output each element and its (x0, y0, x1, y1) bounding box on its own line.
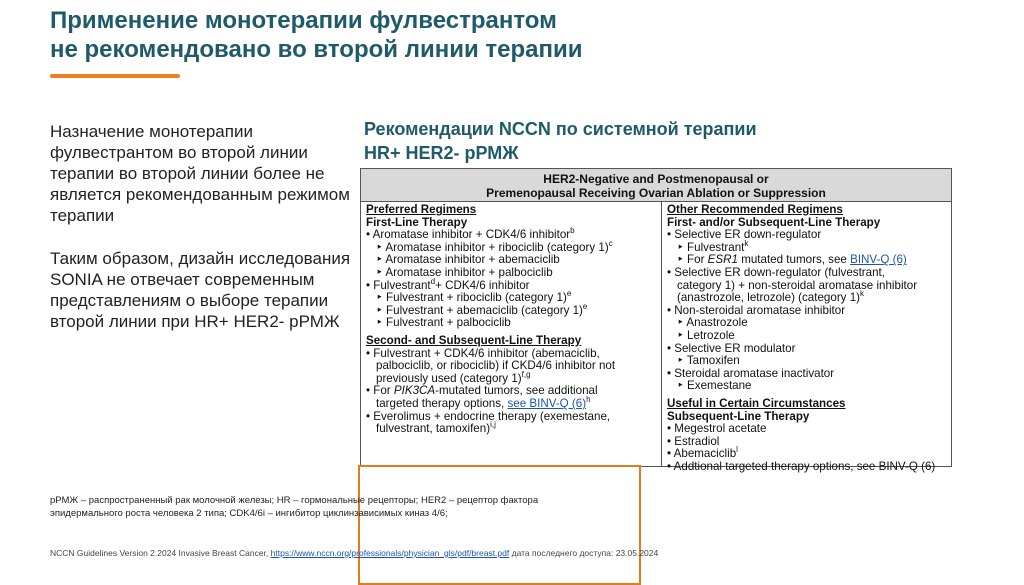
left-column (366, 204, 661, 436)
title-accent-bar (50, 74, 180, 78)
list-item: category 1) + non-steroidal aromatase inhibitor (677, 278, 918, 292)
source-date: дата последнего доступа: 23.05.2024 (509, 548, 659, 558)
subsequent-line-heading: Subsequent-Line Therapy (667, 409, 810, 423)
list-item: • Fulvestrant$^d$+ CDK4/6 inhibitor (366, 276, 530, 292)
list-item: previously used (category 1)$^{f,g}$ (376, 369, 531, 385)
list-item: ‣ Letrozole (677, 328, 735, 342)
column-divider (661, 202, 662, 466)
list-item: ‣ Aromatase inhibitor + palbociclib (376, 265, 553, 279)
list-item: • Aromatase inhibitor + CDK4/6 inhibitor$^b$ (366, 226, 575, 242)
other-regimens-heading: Other Recommended Regimens (667, 203, 843, 216)
first-line-heading: First-Line Therapy (366, 215, 468, 229)
list-item: ‣ Aromatase inhibitor + abemaciclib (376, 253, 560, 267)
list-item: • Fulvestrant + CDK4/6 inhibitor (abemaciclib, (366, 346, 600, 360)
title-line-1: Применение монотерапии фулвестрантом (50, 7, 557, 34)
list-item: ‣ Fulvestrant + abemaciclib (category 1)$^e$ (376, 301, 588, 317)
list-item: • Abemaciclib$^l$ (667, 445, 738, 461)
list-item: (anastrozole, letrozole) (category 1)$^k$ (677, 289, 865, 305)
highlight-box (358, 465, 641, 585)
list-item: • Addtional targeted therapy options, see BINV-Q (6) (667, 459, 936, 473)
list-item: • Everolimus + endocrine therapy (exemestane, (366, 409, 611, 423)
preferred-regimens-heading: Preferred Regimens (366, 203, 477, 216)
list-item: ‣ For ESR1 mutated tumors, see BINV-Q (6) (677, 253, 907, 267)
title-line-2: не рекомендовано во второй линии терапии (50, 36, 583, 63)
list-item: • Steroidal aromatase inactivator (667, 366, 835, 380)
source-link[interactable]: https://www.nccn.org/professionals/physician_gls/pdf/breast.pdf (270, 548, 510, 558)
list-item: ‣ Exemestane (677, 379, 752, 393)
slide-title (50, 6, 583, 64)
paragraph-1: Назначение монотерапии фулвестрантом во второй линии терапии во второй линии более не является рекомендованным режимом терапии (50, 122, 350, 225)
list-item: • Megestrol acetate (667, 422, 767, 436)
list-item: • Estradiol (667, 434, 720, 448)
source-prefix: NCCN Guidelines Version 2.2024 Invasive Breast Cancer, (50, 548, 271, 558)
list-item: palbociclib, or ribociclib) if CKD4/6 inhibitor not (376, 359, 616, 373)
source-citation (50, 548, 950, 558)
right-column (667, 204, 949, 473)
footnote-line-1: рРМЖ – распространенный рак молочной железы; HR – гормональные рецепторы; HER2 – рецептор фактора (50, 495, 539, 506)
list-item: ‣ Fulvestrant + ribociclib (category 1)$^e$ (376, 289, 572, 305)
list-item: ‣ Fulvestrant$^k$ (677, 238, 749, 254)
nccn-table (360, 168, 952, 473)
list-item: ‣ Aromatase inhibitor + ribociclib (category 1)$^c$ (376, 238, 613, 254)
list-item: • Selective ER down-regulator (667, 228, 822, 242)
second-line-heading: Second- and Subsequent-Line Therapy (366, 333, 582, 347)
list-item: • For PIK3CA-mutated tumors, see additional (366, 384, 598, 398)
paragraph-2: Таким образом, дизайн исследования SONIA не отвечает современным представлениям о выборе терапии второй линии при HR+ HER2- рРМЖ (50, 249, 351, 331)
table-header-line-2: Premenopausal Receiving Ovarian Ablation or Suppression (486, 186, 826, 200)
left-text-block (50, 121, 360, 354)
list-item: fulvestrant, tamoxifen)$^{i,j}$ (376, 420, 496, 436)
useful-heading: Useful in Certain Circumstances (667, 396, 846, 410)
footnote-line-2: эпидермального роста человека 2 типа; CDK4/6i – ингибитор циклинзависимых киназ 4/6; (50, 508, 448, 519)
list-item: ‣ Tamoxifen (677, 354, 740, 368)
binv-q-link[interactable]: see BINV-Q (6) (507, 396, 587, 410)
list-item: ‣ Fulvestrant + palbociclib (376, 316, 511, 330)
table-header-line-1: HER2-Negative and Postmenopausal or (543, 172, 769, 186)
binv-q-link-right[interactable]: BINV-Q (6) (850, 253, 907, 267)
list-item: • Selective ER modulator (667, 341, 796, 355)
list-item: ‣ Anastrozole (677, 316, 748, 330)
list-item: • Non-steroidal aromatase inhibitor (667, 303, 846, 317)
list-item: targeted therapy options, see BINV-Q $(6)^h$ (376, 395, 591, 410)
table-header (361, 169, 951, 202)
list-item: • Selective ER down-regulator (fulvestrant, (667, 265, 885, 279)
nccn-heading: Рекомендации NCCN по системной терапии HR+ HER2- рРМЖ (364, 119, 757, 163)
first-subsequent-heading: First- and/or Subsequent-Line Therapy (667, 215, 881, 229)
abbreviations-footnote (50, 494, 610, 520)
